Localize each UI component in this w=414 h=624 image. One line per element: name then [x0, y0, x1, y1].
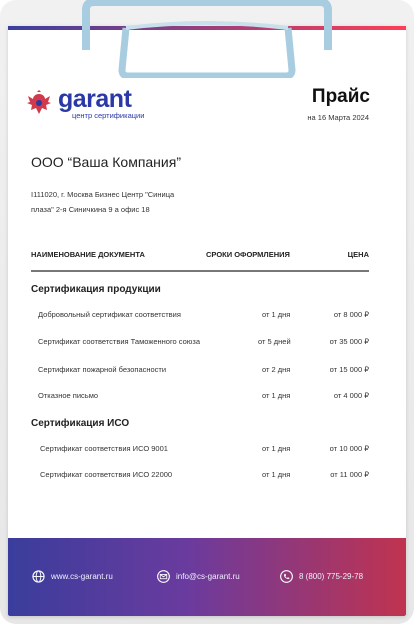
phone-icon: [280, 570, 293, 583]
row-name: Добровольный сертификат соответствия: [38, 310, 181, 319]
footer-website[interactable]: [32, 570, 113, 583]
table-row: [31, 391, 369, 405]
row-term: от 1 дня: [262, 310, 291, 319]
row-price: от 11 000 ₽: [330, 470, 369, 479]
row-name: Сертификат соответствия ИСО 22000: [40, 470, 173, 479]
clipboard-clip: [66, 0, 348, 78]
section-title-products: Сертификация продукции: [31, 284, 161, 295]
contact-footer: [8, 538, 406, 616]
website-link[interactable]: www.cs-garant.ru: [51, 572, 113, 581]
row-price: от 10 000 ₽: [329, 444, 369, 453]
globe-icon: [32, 570, 45, 583]
row-term: от 1 дня: [262, 391, 291, 400]
email-link[interactable]: info@cs-garant.ru: [176, 572, 240, 581]
emblem-icon: [24, 90, 54, 118]
company-address: [31, 187, 221, 217]
company-name: ООО “Ваша Компания”: [31, 154, 181, 170]
row-term: от 1 дня: [262, 470, 291, 479]
logo-wordmark: garant: [58, 85, 132, 113]
header-divider: [31, 270, 369, 272]
row-name: Сертификат соответствия Таможенного союза: [38, 337, 201, 346]
row-price: от 35 000 ₽: [329, 337, 369, 346]
table-header: [31, 250, 369, 270]
logo-subtitle: центр сертификации: [72, 111, 145, 120]
row-name: Отказное письмо: [38, 391, 99, 400]
document-date: на 16 Марта 2024: [307, 113, 369, 122]
address-line: I111020, г. Москва Бизнес Центр "Синица: [31, 190, 175, 199]
row-price: от 4 000 ₽: [333, 391, 369, 400]
row-price: от 8 000 ₽: [333, 310, 369, 319]
column-header-price: ЦЕНА: [347, 250, 369, 259]
email-icon: [157, 570, 170, 583]
footer-email[interactable]: [157, 570, 240, 583]
table-row: [31, 444, 369, 458]
phone-link[interactable]: 8 (800) 775-29-78: [299, 572, 364, 581]
row-term: от 1 дня: [262, 444, 291, 453]
document-title: Прайс: [311, 86, 370, 107]
table-row: [31, 365, 369, 379]
column-header-name: НАИМЕНОВАНИЕ ДОКУМЕНТА: [31, 250, 145, 259]
table-row: [31, 470, 369, 484]
company-logo: [24, 85, 145, 120]
table-row: [31, 337, 369, 351]
address-line: плаза" 2-я Синичкина 9 а офис 18: [31, 205, 150, 214]
table-row: [31, 310, 369, 324]
section-title-iso: Сертификация ИСО: [31, 418, 130, 429]
row-term: от 2 дня: [262, 365, 291, 374]
row-name: Сертификат пожарной безопасности: [38, 365, 167, 374]
footer-phone[interactable]: [280, 570, 363, 583]
column-header-term: СРОКИ ОФОРМЛЕНИЯ: [206, 250, 290, 259]
row-name: Сертификат соответствия ИСО 9001: [40, 444, 168, 453]
row-price: от 15 000 ₽: [329, 365, 369, 374]
row-term: от 5 дней: [258, 337, 291, 346]
